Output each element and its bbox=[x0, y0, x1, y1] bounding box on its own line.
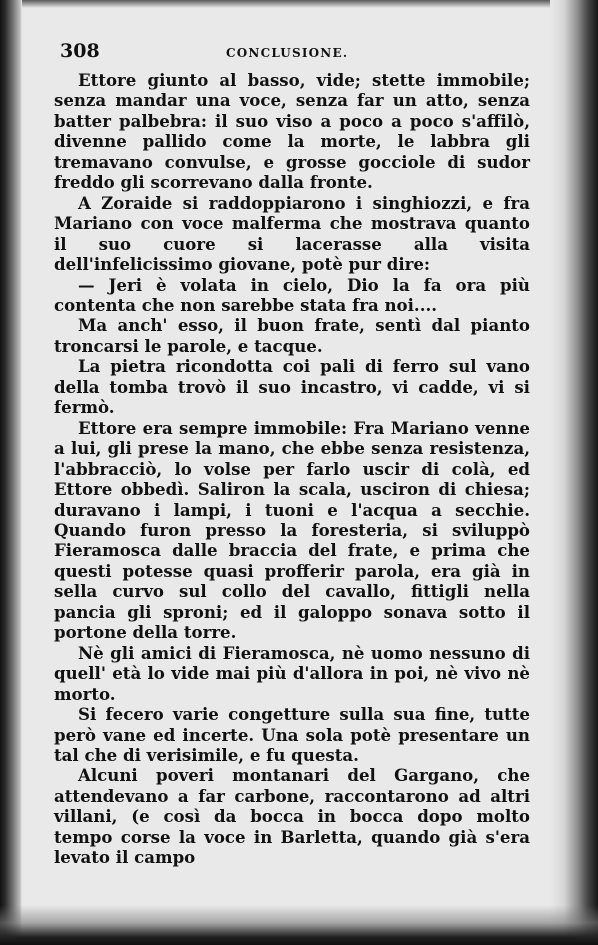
page-bottom-shadow bbox=[0, 905, 598, 945]
paragraph: A Zoraide si raddoppiarono i singhiozzi, e fra Mariano con voce malferma che mostrava quanto il suo cuore si lacerasse alla visita dell'infelicissimo giovane, potè pur dire: bbox=[54, 192, 530, 275]
paragraph: Ettore era sempre immobile: Fra Mariano venne a lui, gli prese la mano, che ebbe senza resistenza, l'abbracciò, lo volse per farlo uscir di colà, ed Ettore obbedì. Saliron la scala, usciron di chiesa; duravano i lampi, i tuoni e l'acqua a secchie. Quando furon presso la foresteria, si sviluppò Fieramosca dalle braccia del frate, e prima che questi potesse quasi profferir parola, era già in sella curvo sul collo del cavallo, fittigli nella pancia gli sproni; ed il galoppo sonava sotto il portone della torre. bbox=[54, 417, 530, 643]
page-header bbox=[54, 40, 530, 70]
page-edge-shadow bbox=[550, 0, 598, 945]
paragraph: Alcuni poveri montanari del Gargano, che attendevano a far carbone, raccontarono ad altri villani, (e così da bocca in bocca dopo molto tempo corse la voce in Barletta, quando già s'era levato il campo bbox=[54, 765, 530, 868]
paragraph: Ma anch' esso, il buon frate, sentì dal pianto troncarsi le parole, e tacque. bbox=[54, 315, 530, 356]
book-page bbox=[54, 40, 530, 868]
paragraph: La pietra ricondotta coi pali di ferro sul vano della tomba trovò il suo incastro, vi cadde, vi si fermò. bbox=[54, 356, 530, 418]
book-gutter-shadow bbox=[0, 0, 22, 945]
page-top-shadow bbox=[0, 0, 598, 8]
page-number: 308 bbox=[60, 40, 100, 62]
running-title: CONCLUSIONE. bbox=[226, 46, 349, 60]
page-body bbox=[54, 70, 530, 868]
paragraph: — Jeri è volata in cielo, Dio la fa ora più contenta che non sarebbe stata fra noi.... bbox=[54, 274, 530, 315]
paragraph: Nè gli amici di Fieramosca, nè uomo nessuno di quell' età lo vide mai più d'allora in poi, nè vivo nè morto. bbox=[54, 642, 530, 704]
paragraph: Ettore giunto al basso, vide; stette immobile; senza mandar una voce, senza far un atto, senza batter palbebra: il suo viso a poco a poco s'affilò, divenne pallido come la morte, le labbra gli tremavano convulse, e grosse gocciole di sudor freddo gli scorrevano dalla fronte. bbox=[54, 70, 530, 193]
paragraph: Si fecero varie congetture sulla sua fine, tutte però vane ed incerte. Una sola potè presentare un tal che di verisimile, e fu questa. bbox=[54, 704, 530, 765]
